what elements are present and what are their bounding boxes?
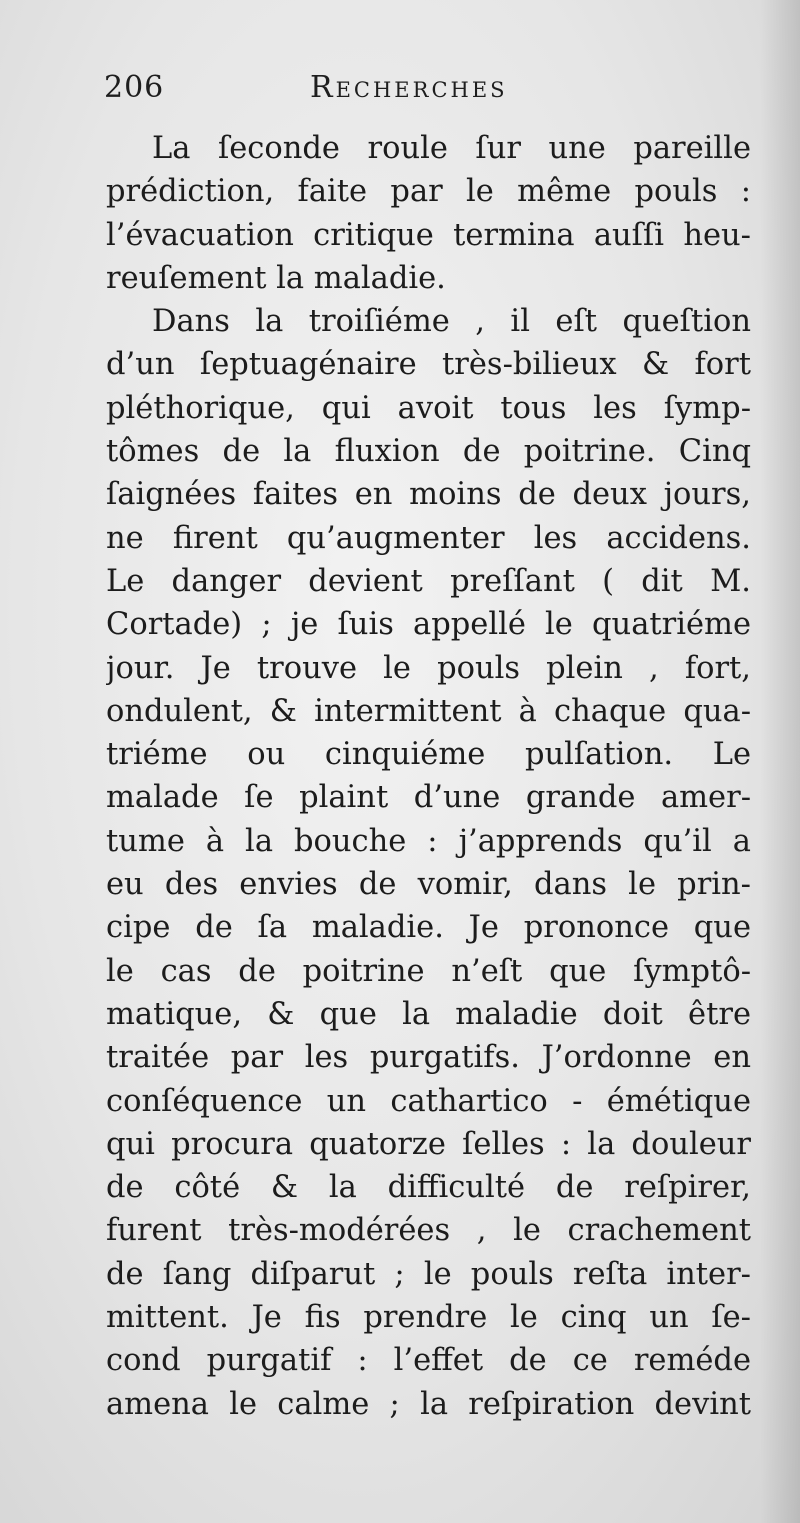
text-line: Cortade) ; je ſuis appellé le quatriéme bbox=[106, 607, 751, 643]
text-line: tômes de la fluxion de poitrine. Cinq bbox=[106, 434, 751, 470]
text-line: cond purgatif : l’effet de ce reméde bbox=[106, 1343, 751, 1379]
text-line: traitée par les purgatifs. J’ordonne en bbox=[106, 1040, 751, 1076]
text-line: de ſang diſparut ; le pouls reſta inter- bbox=[106, 1256, 751, 1292]
text-line: eu des envies de vomir, dans le prin- bbox=[106, 867, 751, 903]
page-header bbox=[104, 70, 744, 114]
text-line: Dans la troiſiéme , il eſt queſtion bbox=[152, 304, 751, 340]
page-edge-shadow bbox=[760, 0, 800, 1523]
text-line: mittent. Je fis prendre le cinq un ſe- bbox=[106, 1300, 751, 1336]
text-line: malade ſe plaint d’une grande amer- bbox=[106, 780, 751, 816]
text-line: ne firent qu’augmenter les accidens. bbox=[106, 520, 751, 556]
text-line: qui procura quatorze ſelles : la douleur bbox=[106, 1126, 751, 1162]
text-line: tume à la bouche : j’apprends qu’il a bbox=[106, 823, 751, 859]
page-number: 206 bbox=[104, 70, 165, 105]
text-line: conſéquence un cathartico - émétique bbox=[106, 1083, 751, 1119]
text-line: reuſement la maladie. bbox=[106, 260, 446, 296]
text-line: La ſeconde roule ſur une pareille bbox=[152, 131, 751, 166]
body-text bbox=[106, 127, 751, 1426]
text-line: ondulent, & intermittent à chaque qua- bbox=[106, 693, 751, 729]
text-line: d’un ſeptuagénaire très-bilieux & fort bbox=[106, 347, 751, 383]
text-line: jour. Je trouve le pouls plein , fort, bbox=[106, 650, 751, 686]
text-line: cipe de ſa maladie. Je prononce que bbox=[106, 910, 751, 946]
text-line: l’évacuation critique termina auſſi heu- bbox=[106, 217, 751, 253]
text-line: pléthorique, qui avoit tous les ſymp- bbox=[106, 390, 751, 426]
text-line: le cas de poitrine n’eſt que ſymptô- bbox=[106, 953, 751, 989]
running-head: Recherches bbox=[310, 70, 508, 105]
text-line: Le danger devient preſſant ( dit M. bbox=[106, 563, 751, 599]
text-line: de côté & la difficulté de reſpirer, bbox=[106, 1170, 751, 1206]
text-line: furent très-modérées , le crachement bbox=[106, 1213, 751, 1249]
text-line: triéme ou cinquiéme pulſation. Le bbox=[106, 737, 751, 773]
text-line: matique, & que la maladie doit être bbox=[106, 996, 751, 1032]
text-line: amena le calme ; la reſpiration devint bbox=[106, 1386, 751, 1422]
text-line: prédiction, faite par le même pouls : bbox=[106, 174, 751, 210]
text-line: ſaignées faites en moins de deux jours, bbox=[106, 477, 751, 513]
